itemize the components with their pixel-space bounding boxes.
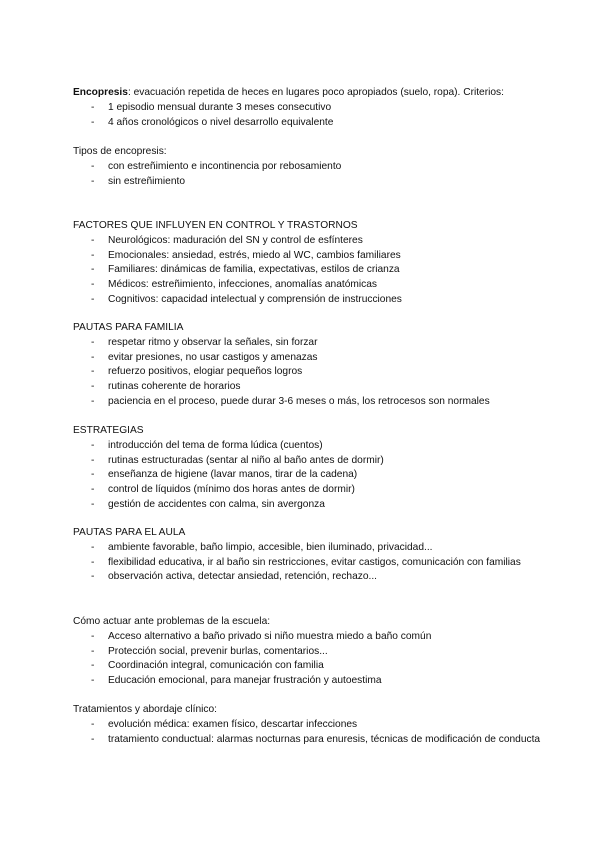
list-item: - ambiente favorable, baño limpio, accesible, bien iluminado, privacidad... bbox=[91, 541, 433, 553]
section-heading: ESTRATEGIAS bbox=[73, 425, 144, 436]
list-item: - Educación emocional, para manejar frustración y autoestima bbox=[91, 675, 382, 687]
section-heading: PAUTAS PARA FAMILIA bbox=[73, 322, 184, 333]
list-item: - Familiares: dinámicas de familia, expectativas, estilos de crianza bbox=[91, 264, 400, 276]
section-heading: Tipos de encopresis: bbox=[73, 146, 167, 157]
section-pautas-aula bbox=[73, 526, 551, 585]
list-item: - sin estreñimiento bbox=[91, 175, 186, 187]
list-item: - evitar presiones, no usar castigos y amenazas bbox=[91, 351, 318, 363]
section-heading: Cómo actuar ante problemas de la escuela: bbox=[73, 616, 271, 627]
section-factores bbox=[73, 219, 551, 308]
section-heading: Tratamientos y abordaje clínico: bbox=[73, 704, 218, 715]
list-item: - Acceso alternativo a baño privado si niño muestra miedo a baño común bbox=[91, 630, 432, 642]
section-tipos bbox=[73, 145, 551, 189]
list-item: - Cognitivos: capacidad intelectual y comprensión de instrucciones bbox=[91, 293, 402, 305]
list-item: - Médicos: estreñimiento, infecciones, anomalías anatómicas bbox=[91, 279, 377, 291]
section-encopresis bbox=[73, 86, 551, 130]
section-pautas-familia bbox=[73, 321, 551, 410]
list-item: - refuerzo positivos, elogiar pequeños logros bbox=[91, 366, 303, 378]
section-heading: Encopresis: evacuación repetida de heces en lugares poco apropiados (suelo, ropa). Criterios: bbox=[73, 87, 504, 98]
bullet-list bbox=[73, 541, 551, 585]
bullet-list bbox=[73, 336, 551, 410]
list-item: - introducción del tema de forma lúdica (cuentos) bbox=[91, 439, 323, 451]
list-item: - gestión de accidentes con calma, sin avergonza bbox=[91, 498, 325, 510]
bullet-list bbox=[73, 718, 551, 748]
list-item: - flexibilidad educativa, ir al baño sin restricciones, evitar castigos, comunicación con familias bbox=[91, 556, 521, 568]
list-item: - paciencia en el proceso, puede durar 3-6 meses o más, los retrocesos son normales bbox=[91, 395, 490, 407]
list-item: - Emocionales: ansiedad, estrés, miedo al WC, cambios familiares bbox=[91, 249, 401, 261]
section-heading: FACTORES QUE INFLUYEN EN CONTROL Y TRASTORNOS bbox=[73, 220, 358, 231]
bullet-list bbox=[73, 160, 551, 190]
list-item: - Protección social, prevenir burlas, comentarios... bbox=[91, 645, 328, 657]
section-como-actuar bbox=[73, 615, 551, 689]
list-item: - Coordinación integral, comunicación con familia bbox=[91, 660, 324, 672]
list-item: - tratamiento conductual: alarmas nocturnas para enuresis, técnicas de modificación de conducta bbox=[91, 733, 541, 745]
section-heading: PAUTAS PARA EL AULA bbox=[73, 527, 186, 538]
bullet-list bbox=[73, 234, 551, 308]
bullet-list bbox=[73, 439, 551, 513]
term-bold: Encopresis bbox=[73, 87, 128, 98]
bullet-list bbox=[73, 630, 551, 689]
list-item: - rutinas coherente de horarios bbox=[91, 381, 241, 393]
list-item: - observación activa, detectar ansiedad, retención, rechazo... bbox=[91, 571, 377, 583]
list-item: - con estreñimiento e incontinencia por rebosamiento bbox=[91, 160, 342, 172]
list-item: - rutinas estructuradas (sentar al niño al baño antes de dormir) bbox=[91, 454, 384, 466]
section-estrategias bbox=[73, 424, 551, 513]
section-tratamientos bbox=[73, 703, 551, 747]
list-item: - Neurológicos: maduración del SN y control de esfínteres bbox=[91, 234, 363, 246]
list-item: - evolución médica: examen físico, descartar infecciones bbox=[91, 718, 358, 730]
list-item: - respetar ritmo y observar la señales, sin forzar bbox=[91, 336, 318, 348]
list-item: - 4 años cronológicos o nivel desarrollo equivalente bbox=[91, 116, 334, 128]
list-item: - 1 episodio mensual durante 3 meses consecutivo bbox=[91, 101, 332, 113]
bullet-list bbox=[73, 101, 551, 131]
list-item: - enseñanza de higiene (lavar manos, tirar de la cadena) bbox=[91, 469, 358, 481]
list-item: - control de líquidos (mínimo dos horas antes de dormir) bbox=[91, 484, 355, 496]
